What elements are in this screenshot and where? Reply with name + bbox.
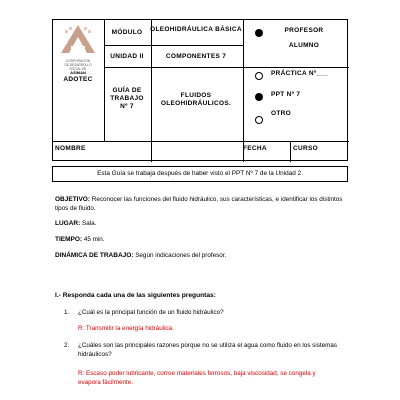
question-text: ¿Cuál es la principal función de un fluido hidráulico? bbox=[78, 309, 224, 316]
guia-value: FLUIDOS OLEOHIDRÁULICOS. bbox=[160, 92, 232, 107]
lugar-text: Sala. bbox=[82, 220, 97, 227]
org-name: ADOTEC bbox=[63, 76, 93, 83]
note-box bbox=[52, 166, 348, 182]
guia-label: GUÍA DE TRABAJO Nº 7 bbox=[110, 87, 144, 110]
question-num: 1. bbox=[64, 309, 70, 316]
option-radio-profesor[interactable] bbox=[255, 29, 263, 37]
fecha-label: FECHA bbox=[243, 145, 267, 152]
logo-mark-icon bbox=[57, 24, 99, 54]
objetivo-label: OBJETIVO: bbox=[55, 196, 91, 203]
lugar-label: LUGAR: bbox=[55, 220, 81, 227]
objetivo-text: Reconocer las funciones del fluido hidráulico, sus características, e identificar los distintos tipos de fluido. bbox=[55, 196, 343, 212]
option-label-alumno: ALUMNO bbox=[288, 42, 320, 49]
logo bbox=[57, 24, 99, 75]
section-title: I.- Responda cada una de las siguientes preguntas: bbox=[55, 292, 216, 299]
tiempo-label: TIEMPO: bbox=[55, 236, 83, 243]
dinamica bbox=[55, 251, 226, 260]
answer-1: R: Transmitir la energía hidráulica. bbox=[78, 325, 174, 332]
option-radio-practica[interactable] bbox=[255, 72, 263, 80]
tiempo bbox=[55, 235, 105, 244]
curso-label: CURSO bbox=[293, 145, 318, 152]
objetivo bbox=[55, 195, 347, 213]
option-label-ppt: PPT Nº 7 bbox=[271, 91, 301, 98]
question-2 bbox=[64, 341, 344, 359]
unidad-label: UNIDAD II bbox=[110, 53, 144, 60]
lugar bbox=[55, 219, 96, 228]
logo-text: CORPORACIÓN DE DESARROLLO SOCIAL DE ASIMAN bbox=[64, 59, 92, 75]
dinamica-label: DINÁMICA DE TRABAJO: bbox=[55, 252, 134, 259]
option-label-profesor: PROFESOR bbox=[284, 27, 324, 34]
dinamica-text: Según indicaciones del profesor. bbox=[135, 252, 227, 259]
option-radio-otro[interactable] bbox=[255, 116, 263, 124]
answer-2: R: Escaso poder lubricante, corroe materiales ferrosos, baja viscosidad, se congela y evapora fácilmente. bbox=[78, 370, 316, 386]
nombre-label: NOMBRE bbox=[55, 145, 86, 152]
option-label-otro: OTRO bbox=[271, 110, 291, 117]
question-num: 2. bbox=[64, 342, 70, 349]
note-text: Esta Guía se trabaja después de haber visto el PPT Nº 7 de la Unidad 2. bbox=[97, 170, 303, 177]
option-radio-ppt[interactable] bbox=[255, 93, 263, 101]
unidad-value: COMPONENTES 7 bbox=[165, 53, 227, 60]
option-label-practica: PRÁCTICA Nº___ bbox=[271, 70, 329, 77]
modulo-label: MÓDULO bbox=[111, 29, 143, 36]
tiempo-text: 45 min. bbox=[83, 236, 105, 243]
modulo-value: OLEOHIDRÁULICA BÁSICA bbox=[150, 26, 242, 33]
question-1 bbox=[64, 308, 346, 317]
question-text: ¿Cuáles son las principales razones porque no se utiliza el agua como fluido en los sistemas hidráulicos? bbox=[78, 342, 338, 358]
